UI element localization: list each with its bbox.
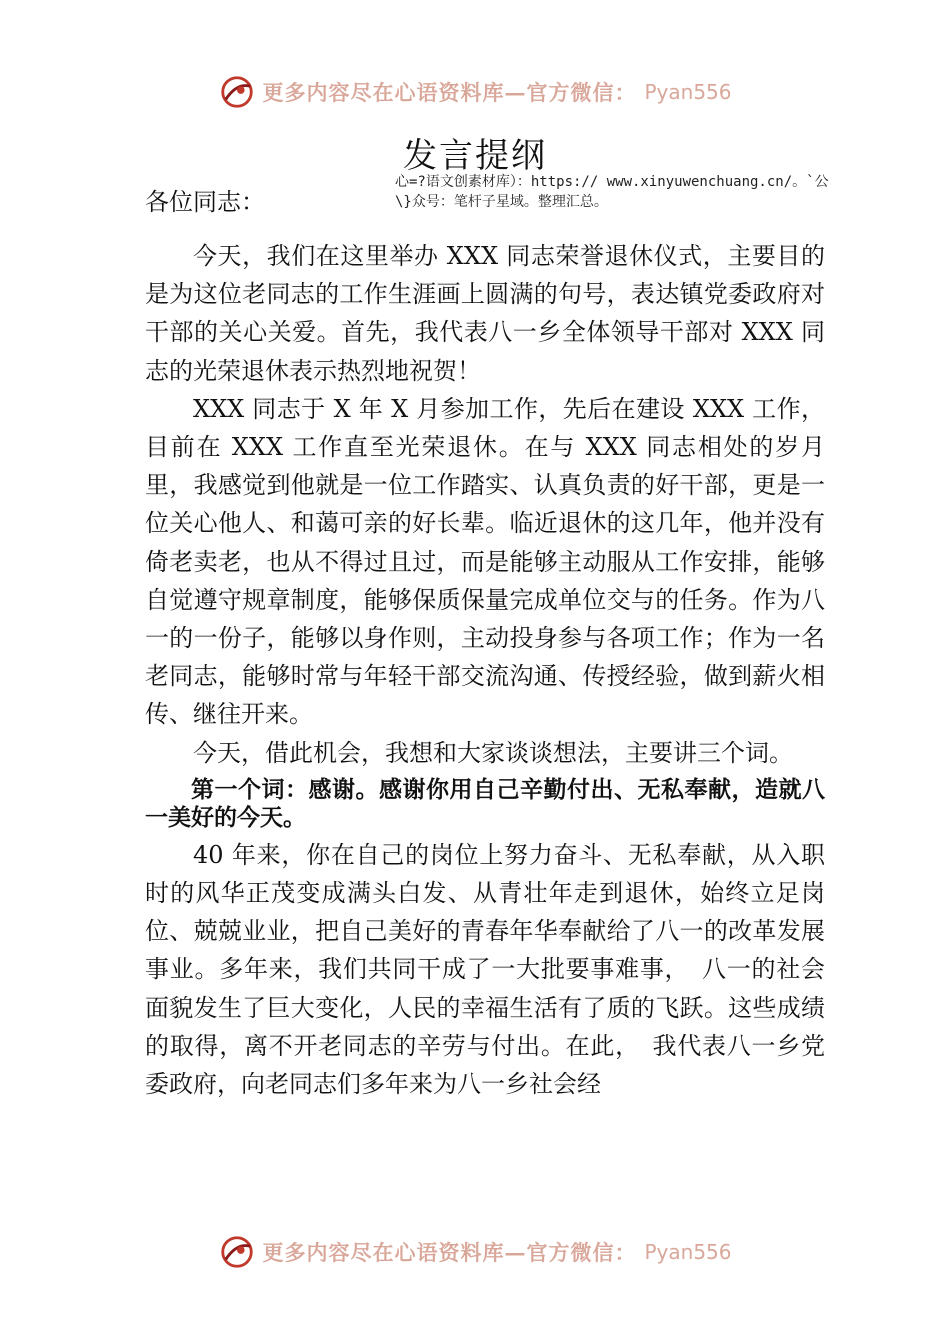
banner-wechat-id: Pyan556 — [644, 80, 732, 104]
source-note: 心=?语文创素材库）：https:// www.xinyuwenchuang.cn/。`公\}众号：笔杆子星域。整理汇总。 — [395, 174, 829, 210]
paragraph: 今天，借此机会，我想和大家谈谈想法，主要讲三个词。 — [193, 738, 793, 767]
paragraph: XXX 同志于 X 年 X 月参加工作，先后在建设 XXX 工作，目前在 XXX 工作直至光荣退休。在与 XXX 同志相处的岁月里，我感觉到他就是一位工作踏实、认真负责的好干部，更是一位关心他人、和蔼可亲的好长辈。临近退休的这几年，他并没有倚老卖老，也从不得过且过，而是能够主动服从工作安排，能够自觉遵守规章制度，能够保质保量完成单位交与的任务。作为八一的一份子，能够以身作则，主动投身参与各项工作；作为一名老同志，能够时常与年轻干部交流沟通、传授经验，做到薪火相传、继往开来。 — [145, 394, 825, 729]
banner-text: 更多内容尽在心语资料库—官方微信： — [262, 1240, 637, 1265]
banner-wechat-id: Pyan556 — [644, 1240, 732, 1264]
document-body — [145, 237, 825, 1103]
logo-icon — [218, 1233, 256, 1271]
salutation: 各位同志： — [145, 188, 265, 216]
footer-watermark-banner — [0, 1230, 950, 1274]
paragraph: 今天，我们在这里举办 XXX 同志荣誉退休仪式，主要目的是为这位老同志的工作生涯画上圆满的句号，表达镇党委政府对干部的关心关爱。首先，我代表八一乡全体领导干部对 XXX 同志的光荣退休表示热烈地祝贺！ — [145, 242, 825, 385]
paragraph: 40 年来，你在自己的岗位上努力奋斗、无私奉献，从入职时的风华正茂变成满头白发、从青壮年走到退休，始终立足岗位、兢兢业业，把自己美好的青春年华奉献给了八一的改革发展事业。多年来，我们共同干成了一大批要事难事， 八一的社会面貌发生了巨大变化，人民的幸福生活有了质的飞跃。这些成绩的取得，离不开老同志的辛劳与付出。在此， 我代表八一乡党委政府，向老同志们多年来为八一乡社会经 — [145, 840, 825, 1099]
banner-text: 更多内容尽在心语资料库—官方微信： — [262, 80, 637, 105]
header-watermark-banner — [0, 70, 950, 114]
section-heading: 第一个词：感谢。感谢你用自己辛勤付出、无私奉献，造就八一美好的今天。 — [145, 776, 825, 831]
document-title: 发言提纲 — [403, 136, 547, 176]
logo-icon — [218, 73, 256, 111]
